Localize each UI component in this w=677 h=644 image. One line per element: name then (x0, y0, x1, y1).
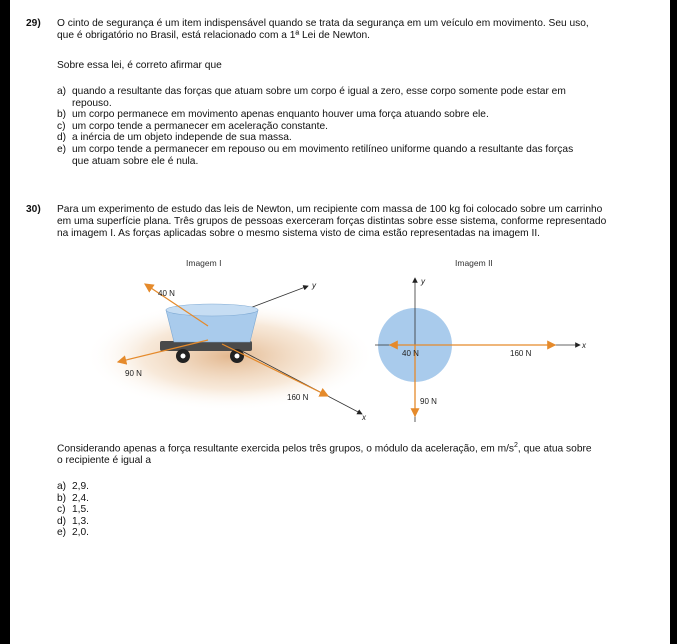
img2-label-90n: 90 N (420, 397, 437, 406)
q29-option-e[interactable]: e) um corpo tende a permanecer em repouso ou em movimento retilíneo uniforme quando a resultante das forças que atuam sobre ele é nula. (57, 143, 574, 167)
image1-title: Imagem I (186, 258, 222, 268)
img1-label-y: y (312, 281, 316, 290)
q30-number: 30) (26, 204, 41, 215)
img2-label-40n: 40 N (402, 349, 419, 358)
q30-statement (57, 204, 652, 240)
q30-option-e[interactable]: e) 2,0. (57, 527, 89, 539)
q30-question-line1: Considerando apenas a força resultante exercida pelos três grupos, o módulo da aceleração, em $m/s^2$, que atua sobre (57, 442, 592, 455)
q30-line3: na imagem I. As forças aplicadas sobre o mesmo sistema visto de cima estão representadas na imagem II. (57, 228, 540, 239)
q29-number: 29) (26, 18, 41, 29)
image2-title: Imagem II (455, 258, 493, 268)
q29-option-b[interactable]: b) um corpo permanece em movimento apenas enquanto houver uma força atuando sobre ele. (57, 109, 489, 121)
img2-label-160n: 160 N (510, 349, 532, 358)
q29-option-d[interactable]: d) a inércia de um objeto independe de sua massa. (57, 132, 292, 144)
q29-statement (57, 18, 652, 42)
img1-label-40n: 40 N (158, 289, 175, 298)
q30-line2: em uma superfície plana. Três grupos de pessoas exerceram forças distintas sobre esse sistema, conforme representado (57, 216, 607, 227)
exam-page (10, 0, 670, 644)
q30-options (57, 481, 652, 539)
image1-diagram (80, 268, 380, 428)
img1-label-160n: 160 N (287, 393, 309, 402)
q30-option-d[interactable]: d) 1,3. (57, 515, 89, 527)
q29-option-a[interactable]: a) quando a resultante das forças que atuam sobre um corpo é igual a zero, esse corpo somente pode estar em repouso. (57, 86, 566, 109)
img2-label-x: x (582, 341, 586, 350)
q30-option-a[interactable]: a) 2,9. (57, 481, 89, 492)
q29-option-c[interactable]: c) um corpo tende a permanecer em aceleração constante. (57, 120, 328, 132)
q29-options (57, 86, 652, 167)
image2-diagram (370, 268, 590, 428)
img1-label-90n: 90 N (125, 369, 142, 378)
q30-question-line2: o recipiente é igual a (57, 455, 152, 467)
q30-question (57, 440, 652, 467)
q29-statement-line1: O cinto de segurança é um item indispensável quando se trata da segurança em um veículo em movimento. Seu uso, (57, 18, 589, 29)
img2-label-y: y (421, 277, 425, 286)
q29-statement-line2: que é obrigatório no Brasil, está relacionado com a 1ª Lei de Newton. (57, 30, 370, 41)
q29-prompt: Sobre essa lei, é correto afirmar que (57, 60, 222, 71)
q30-option-b[interactable]: b) 2,4. (57, 492, 89, 504)
img1-label-x: x (362, 413, 366, 422)
q30-option-c[interactable]: c) 1,5. (57, 504, 89, 516)
q30-line1: Para um experimento de estudo das leis de Newton, um recipiente com massa de 100 kg foi colocado sobre um carrinho (57, 204, 603, 215)
